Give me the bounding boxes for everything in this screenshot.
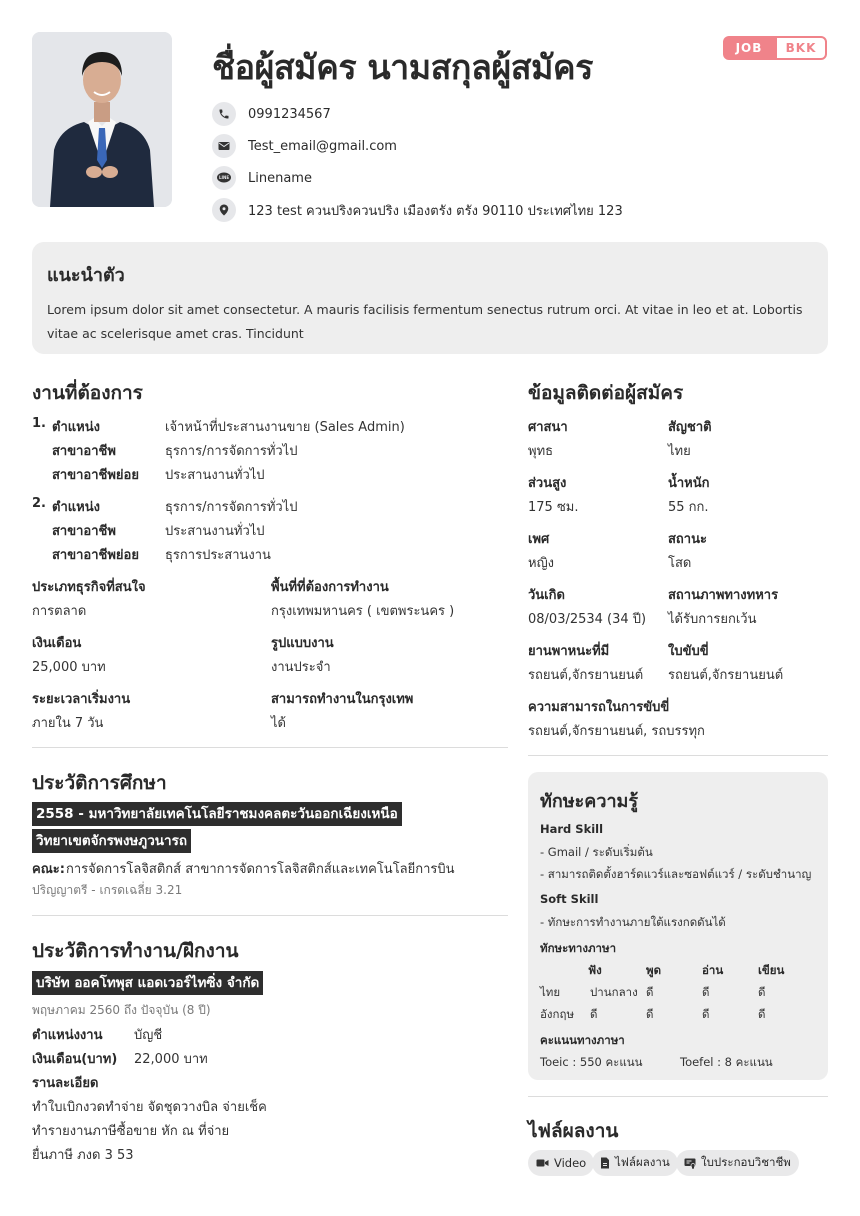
logo-job-text: JOB [723,36,775,60]
work-position-value: บัญชี [134,1028,163,1043]
license-label: ใบขับขี่ [668,644,709,659]
military-status-value: ได้รับการยกเว้น [668,612,757,627]
lang-level: ปานกลาง [590,985,638,999]
bangkok-work-label: สามารถทำงานในกรุงเทพ [271,692,414,707]
job-type-value: งานประจำ [271,660,331,675]
work-company: บริษัท ออคโทพุส แอดเวอร์ไทซิ่ง จำกัด [32,971,263,995]
vehicles-value: รถยนต์,จักรยานยนต์ [528,668,644,683]
lang-level: ดี [702,985,710,999]
business-type-value: การตลาด [32,604,87,619]
portfolio-video-chip[interactable] [528,1150,594,1176]
business-type-label: ประเภทธุรกิจที่สนใจ [32,580,146,595]
chip-label: ใบประกอบวิชาชีพ [701,1155,791,1169]
job-type-label: รูปแบบงาน [271,636,334,651]
chip-label: Video [554,1156,587,1170]
marital-status-value: โสด [668,556,692,571]
lang-level: ดี [646,985,654,999]
lang-header-listen: ฟัง [588,963,602,977]
driving-ability-value: รถยนต์,จักรยานยนต์, รถบรรทุก [528,724,705,739]
birthdate-value: 08/03/2534 (34 ปี) [528,612,647,627]
degree-gpa: ปริญญาตรี - เกรดเฉลี่ย 3.21 [32,883,183,897]
faculty-label: คณะ: [32,862,65,877]
salary-label: เงินเดือน [32,636,82,651]
divider [528,1096,828,1097]
video-icon [536,1158,549,1168]
work-area-label: พื้นที่ที่ต้องการทำงาน [271,580,389,595]
line-badge-text: LINE [218,175,230,180]
portfolio-title: ไฟล์ผลงาน [528,1120,619,1142]
job-label: สาขาอาชีพ [52,444,116,459]
contact-address [212,198,623,222]
personal-info-title: ข้อมูลติดต่อผู้สมัคร [528,382,684,404]
work-salary-label: เงินเดือน(บาท) [32,1052,118,1067]
line-id: Linename [248,170,312,186]
religion-label: ศาสนา [528,420,568,435]
job-label: ตำแหน่ง [52,500,100,515]
job-value: เจ้าหน้าที่ประสานงานขาย (Sales Admin) [165,420,405,435]
candidate-name: ชื่อผู้สมัคร นามสกุลผู้สมัคร [212,48,593,88]
lang-level: ดี [758,985,766,999]
file-icon [600,1157,610,1169]
gender-value: หญิง [528,556,554,571]
certificate-icon [684,1158,696,1169]
lang-name: อังกฤษ [540,1007,575,1021]
logo-bkk-text: BKK [775,36,827,60]
intro-title: แนะนำตัว [47,265,125,286]
weight-value: 55 กก. [668,500,709,515]
start-time-value: ภายใน 7 วัน [32,716,104,731]
nationality-label: สัญชาติ [668,420,712,435]
contact-email [212,134,397,158]
language-skill-label: ทักษะทางภาษา [540,941,617,955]
faculty-value: การจัดการโลจิสติกส์ สาขาการจัดการโลจิสติกส์และเทคโนโลยีการบิน [66,862,455,877]
work-detail-line: ทำใบเบิกงวดทำจ่าย จัดชุดวางบิล จ่ายเช็ค [32,1100,267,1115]
job-label: สาขาอาชีพย่อย [52,468,139,483]
work-salary-value: 22,000 บาท [134,1052,208,1067]
toeic-score: Toeic : 550 คะแนน [540,1055,643,1069]
lang-header-speak: พูด [646,963,662,977]
lang-name: ไทย [540,985,561,999]
lang-level: ดี [590,1007,598,1021]
lang-level: ดี [758,1007,766,1021]
jobbkk-logo[interactable] [723,36,827,60]
location-icon [212,198,236,222]
lang-level: ดี [702,1007,710,1021]
vehicles-label: ยานพาหนะที่มี [528,644,610,659]
language-score-label: คะแนนทางภาษา [540,1033,625,1047]
toefl-score: Toefel : 8 คะแนน [680,1055,773,1069]
gender-label: เพศ [528,532,550,547]
lang-header-read: อ่าน [702,963,724,977]
education-institution: 2558 - มหาวิทยาลัยเทคโนโลยีราชมงคลตะวันออกเฉียงเหนือ [32,802,402,826]
soft-skill-item: - ทักษะการทำงานภายใต้แรงกดดันได้ [540,915,726,929]
phone-number: 0991234567 [248,106,331,122]
driving-ability-label: ความสามารถในการขับขี่ [528,700,670,715]
job-label: สาขาอาชีพ [52,524,116,539]
work-title: ประวัติการทำงาน/ฝึกงาน [32,940,239,962]
birthdate-label: วันเกิด [528,588,565,603]
intro-card [32,242,828,354]
bangkok-work-value: ได้ [271,716,286,731]
portfolio-certificate-chip[interactable] [676,1150,799,1176]
education-title: ประวัติการศึกษา [32,772,167,794]
divider [32,915,508,916]
weight-label: น้ำหนัก [668,476,710,491]
work-position-label: ตำแหน่งงาน [32,1028,103,1043]
job-label: ตำแหน่ง [52,420,100,435]
email-address: Test_email@gmail.com [248,138,397,154]
skills-title: ทักษะความรู้ [540,791,639,812]
hard-skill-label: Hard Skill [540,822,604,836]
religion-value: พุทธ [528,444,554,459]
work-detail-line: ยื่นภาษี ภงด 3 53 [32,1148,134,1163]
line-icon [212,166,236,190]
job-number: 2. [32,496,46,511]
job-number: 1. [32,416,46,431]
divider [32,747,508,748]
work-detail-line: ทำรายงานภาษีซื้อขาย หัก ณ ที่จ่าย [32,1124,230,1139]
job-value: ธุรการ/การจัดการทั่วไป [165,444,298,459]
job-label: สาขาอาชีพย่อย [52,548,139,563]
phone-icon [212,102,236,126]
soft-skill-label: Soft Skill [540,892,599,906]
salary-value: 25,000 บาท [32,660,106,675]
military-status-label: สถานภาพทางทหาร [668,588,779,603]
height-label: ส่วนสูง [528,476,567,491]
nationality-value: ไทย [668,444,691,459]
start-time-label: ระยะเวลาเริ่มงาน [32,692,131,707]
lang-header-write: เขียน [758,963,785,977]
portfolio-file-chip[interactable] [592,1150,678,1176]
education-campus: วิทยาเขตจักรพงษภูวนารถ [32,829,191,853]
height-value: 175 ซม. [528,500,579,515]
marital-status-label: สถานะ [668,532,707,547]
divider [528,755,828,756]
work-period: พฤษภาคม 2560 ถึง ปัจจุบัน (8 ปี) [32,1003,211,1017]
hard-skill-item: - สามารถติดตั้งฮาร์ดแวร์และซอฟต์แวร์ / ระดับชำนาญ [540,867,812,881]
hard-skill-item: - Gmail / ระดับเริ่มต้น [540,845,653,859]
profile-photo [32,32,172,207]
contact-line [212,166,312,190]
skills-card [528,772,828,1080]
desired-jobs-title: งานที่ต้องการ [32,382,143,404]
license-value: รถยนต์,จักรยานยนต์ [668,668,784,683]
job-value: ธุรการ/การจัดการทั่วไป [165,500,298,515]
job-value: ประสานงานทั่วไป [165,468,265,483]
lang-level: ดี [646,1007,654,1021]
intro-text: Lorem ipsum dolor sit amet consectetur. A mauris facilisis fermentum senectus rutrum orci. At vitae in leo et at. Lobortis vitae ac scelerisque amet cras. Tincidunt [47,302,803,341]
chip-label: ไฟล์ผลงาน [615,1155,670,1169]
work-detail-label: รานละเอียด [32,1076,99,1091]
job-value: ประสานงานทั่วไป [165,524,265,539]
address-text: 123 test ควนปริงควนปริง เมืองตรัง ตรัง 90110 ประเทศไทย 123 [248,203,623,219]
contact-phone [212,102,331,126]
email-icon [212,134,236,158]
work-area-value: กรุงเทพมหานคร ( เขตพระนคร ) [271,604,455,619]
job-value: ธุรการประสานงาน [165,548,271,563]
